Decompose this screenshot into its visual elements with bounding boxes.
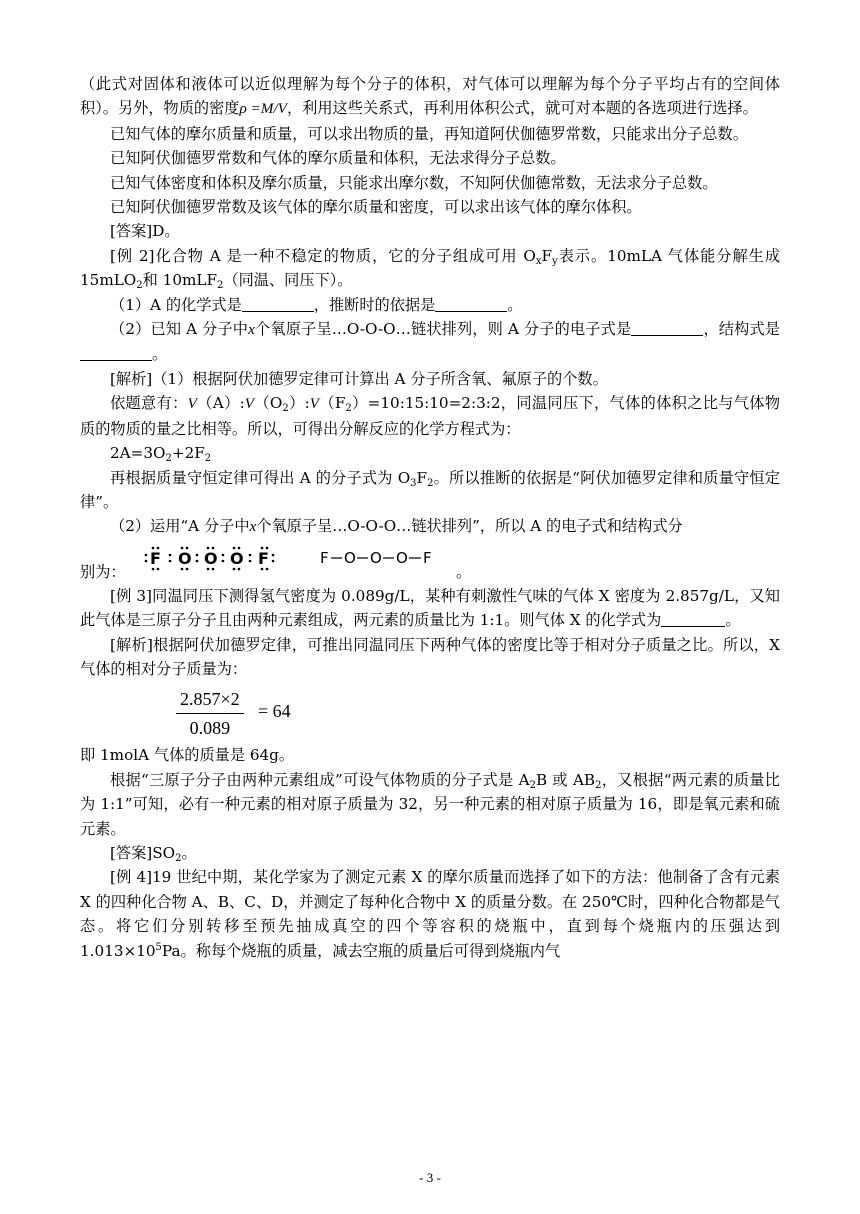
example-2-analysis: 依题意有：$V(A):V(O_2):V(F_2)=10:15:10=2:3:2$，同温同压下，气体的体积之比与气体物质的物质的量之比相等。所以，可得出分解反应的化学方程式为： [80,394,781,438]
svg-text:O: O [344,548,356,567]
example-3-analysis: 即 1molA 气体的质量是 64g。 [80,746,295,765]
example-2-analysis: [解析]（1）根据阿伏加德罗定律可计算出 A 分子所含氧、氟原子的个数。 [110,369,608,388]
electron-formula [150,549,269,568]
fraction-result: = 64 [258,701,291,722]
paragraph: 已知气体密度和体积及摩尔质量，只能求出摩尔数，不知阿伏伽德常数，无法求分子总数。 [110,173,718,192]
example-2-analysis: （2）运用“A 分子中x个氧原子呈…O-O-O…链状排列”，所以 A 的电子式和结构式分 [110,517,683,536]
answer-blank [80,344,152,361]
paragraph: 已知阿伏伽德罗常数和气体的摩尔质量和体积，无法求得分子总数。 [110,149,566,168]
fraction-numerator: 2.857×2 [176,687,244,713]
paragraph: 已知气体的摩尔质量和质量，可以求出物质的量，再知道阿伏伽德罗常数，只能求出分子总数。 [110,124,748,143]
answer-blank [631,319,703,336]
svg-text:F: F [423,548,432,567]
answer-blank [242,295,314,312]
example-2-question: [例 2]化合物 A 是一种不稳定的物质，它的分子组成可用 $O_xF_y$表示。10mLA 气体能分解生成 15mLO$_2$和 10mLF$_2$（同温、同压下）。 [80,246,781,292]
document-body [80,72,780,963]
svg-text:O: O [204,548,218,568]
svg-text:O: O [370,548,382,567]
svg-text:O: O [396,548,408,567]
answer-ex1: [答案]D。 [110,222,180,241]
reaction-equation: $2A=3O_2+2F_2$ [110,444,212,465]
paragraph: （此式对固体和液体可以近似理解为每个分子的体积，对气体可以理解为每个分子平均占有的空间体积）。另外，物质的密度ρ =M/V，利用这些关系式，再利用体积公式，就可对本题的各选项进行选择。 [80,75,780,118]
svg-text:F: F [258,548,269,568]
example-3-analysis: [解析]根据阿伏加德罗定律，可推出同温同压下两种气体的密度比等于相对分子质量之比。所以，X 气体的相对分子质量为： [80,635,780,678]
example-2-analysis: 再根据质量守恒定律可得出 A 的分子式为 $O_3F_2$。所以推断的依据是“阿伏加德罗定律和质量守恒定律”。 [80,468,781,511]
formula-figure: 别为： F O O O F F O O O F 。 [80,540,780,584]
example-2-q1: （1）A 的化学式是 ，推断时的依据是 。 [110,295,523,314]
svg-text:F: F [320,548,329,567]
electron-and-structural-formula [140,540,440,578]
example-4-question: [例 4]19 世纪中期，某化学家为了测定元素 X 的摩尔质量而选择了如下的方法：他制备了含有元素 X 的四种化合物 A、B、C、D，并测定了每种化合物中 X 的质量分数。在 250℃时，四种化合物都是气态。将它们分别转移至预先抽成真空的四个等容积的烧瓶中，直到每个烧瓶内的压强达到 $1.013\times 10^5Pa$。称每个烧瓶的质量，减去空瓶的质量后可得到烧瓶内气 [80,868,780,960]
page-number: - 3 - [419,1170,441,1185]
answer-ex3: [答案]$SO_2$。 [110,843,197,864]
svg-text:O: O [230,548,244,568]
rho-symbol: ρ [239,100,247,118]
answer-blank [435,295,507,312]
fraction-formula [80,681,780,743]
example-3-question: [例 3]同温同压下测得氢气密度为 0.089g/L，某种有刺激性气味的气体 X 密度为 2.857g/L，又知此气体是三原子分子且由两种元素组成，两元素的质量比为 1:1。则气体 X 的化学式为 。 [80,586,780,630]
paragraph: 已知阿伏伽德罗常数及该气体的摩尔质量和密度，可以求出该气体的摩尔体积。 [110,198,642,217]
svg-text:F: F [150,548,161,568]
fraction-denominator: 0.089 [189,717,231,738]
example-3-analysis: 根据“三原子分子由两种元素组成”可设气体物质的分子式是 $A_2B$ 或 $AB_2$，又根据“两元素的质量比为 1:1”可知，必有一种元素的相对原子质量为 32，另一种元素的相对原子质量为 16，即是氧元素和硫元素。 [80,770,780,838]
example-2-q2: （2）已知 A 分子中x个氧原子呈…O-O-O…链状排列，则 A 分子的电子式是 ，结构式是。 [80,317,780,367]
answer-blank [661,610,725,627]
svg-text:O: O [178,548,192,568]
